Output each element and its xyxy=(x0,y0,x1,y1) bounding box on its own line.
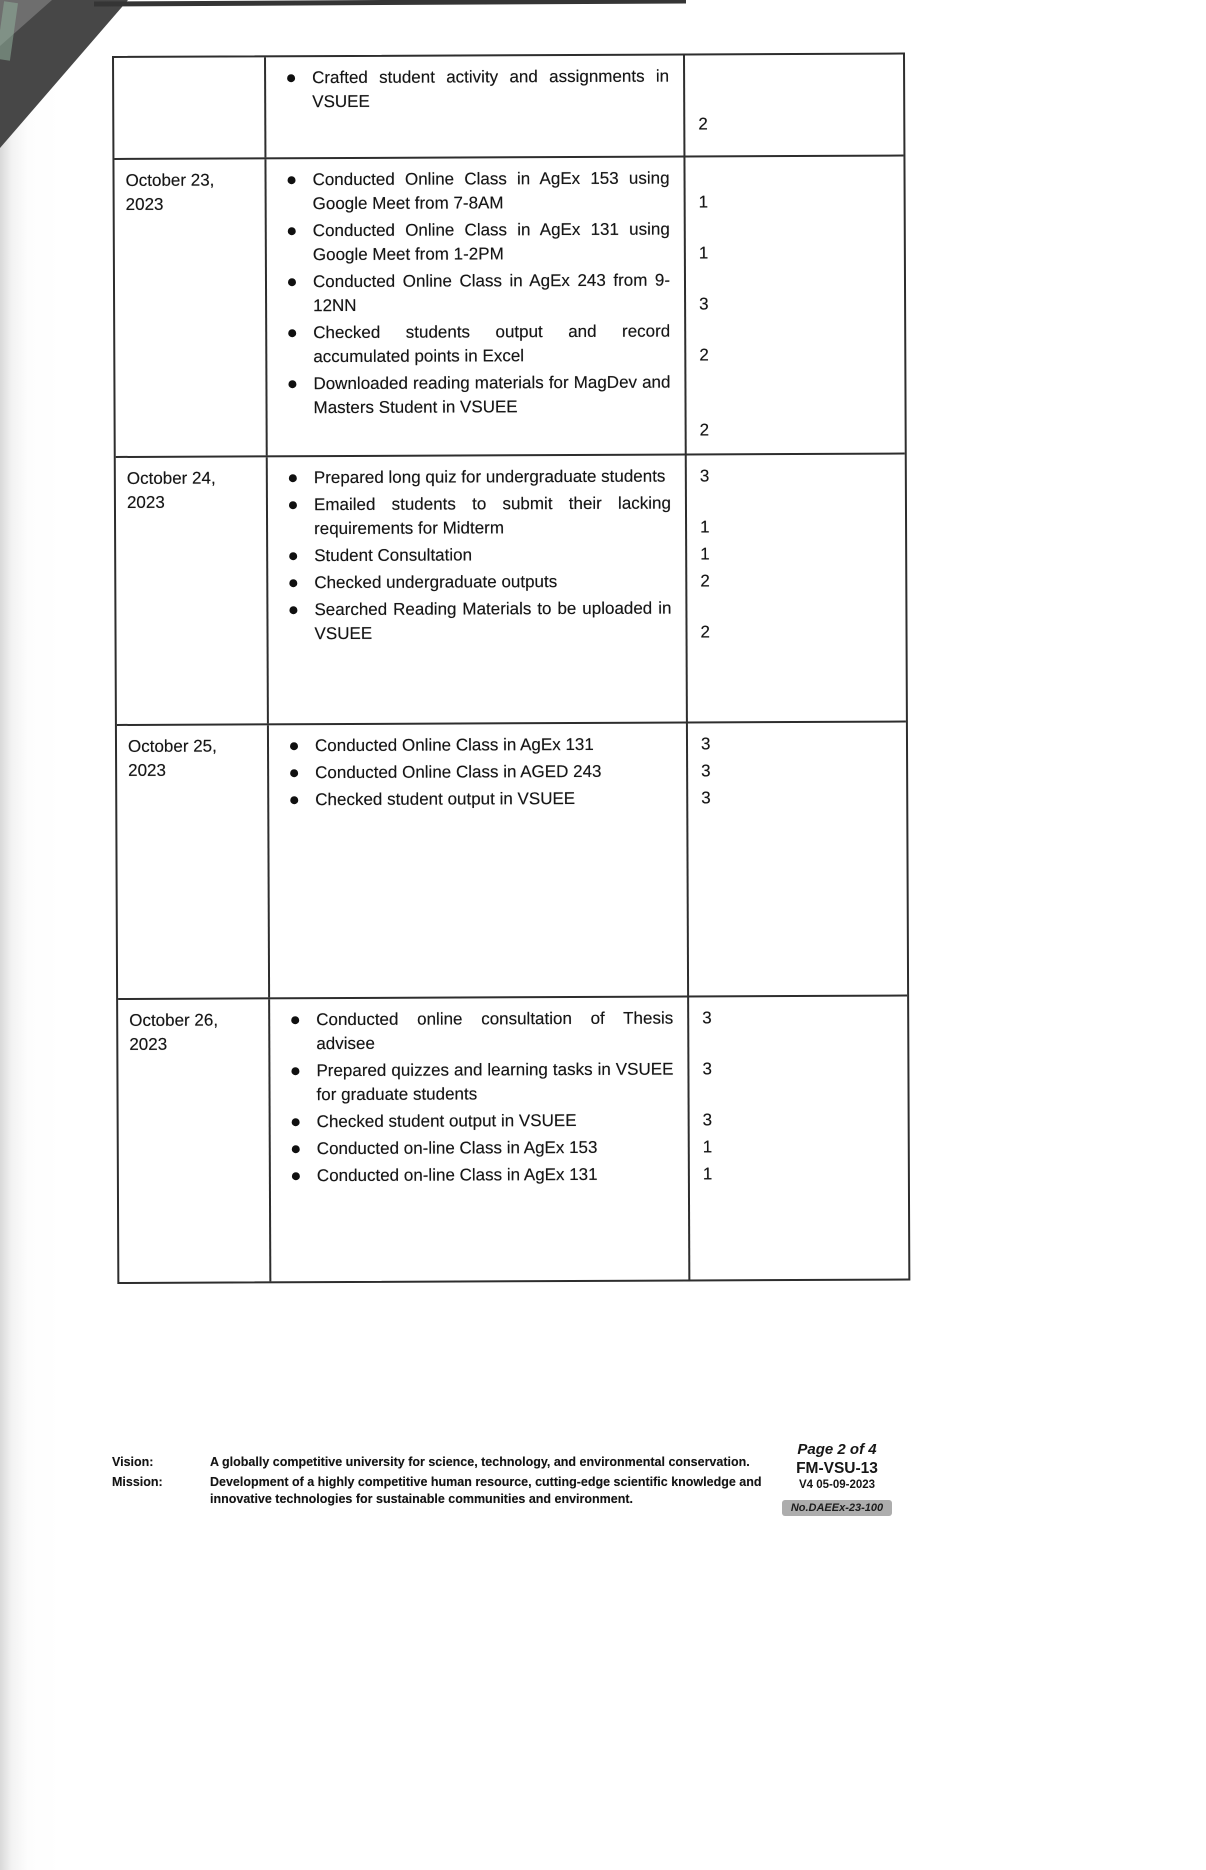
activity-item xyxy=(283,217,904,268)
vision-text: A globally competitive university for science, technology, and environmental conservation. xyxy=(210,1455,750,1469)
hours-value: 2 xyxy=(699,345,709,365)
hours-value: 3 xyxy=(701,761,711,781)
bullet-icon xyxy=(284,571,314,595)
bullet-icon xyxy=(283,219,313,267)
activity-text: Conducted online consultation of Thesis advisee xyxy=(316,1008,674,1054)
form-version: V4 05-09-2023 xyxy=(798,1479,876,1491)
bullet-icon xyxy=(287,1110,317,1134)
activity-text: Conducted Online Class in AgEx 153 using Google Meet from 7-8AM xyxy=(312,168,670,214)
table-row-october-24 xyxy=(116,455,906,726)
activity-item xyxy=(287,1135,908,1162)
activity-text: Conducted Online Class in AGED 243 xyxy=(315,761,602,783)
activities-cell xyxy=(268,455,906,724)
table-row-october-23 xyxy=(114,157,904,458)
hours-value: 1 xyxy=(700,517,710,537)
hours-value: 3 xyxy=(701,788,711,808)
activity-text: Student Consultation xyxy=(314,545,473,566)
activity-text: Crafted student activity and assignments in VSUEE xyxy=(312,66,670,112)
activity-text: Checked student output in VSUEE xyxy=(316,1110,577,1132)
hours-value: 3 xyxy=(699,466,710,486)
hours-value: 3 xyxy=(699,294,709,314)
bullet-icon xyxy=(284,493,314,541)
hours-value: 3 xyxy=(700,734,711,754)
hours-value: 1 xyxy=(702,1137,713,1157)
activity-text: Conducted Online Class in AgEx 131 using Google Meet from 1-2PM xyxy=(312,219,670,265)
activity-text: Prepared long quiz for undergraduate students xyxy=(313,466,666,488)
date-cell: October 24, 2023 xyxy=(116,457,269,724)
bullet-icon xyxy=(284,544,314,568)
activity-item xyxy=(287,1108,908,1135)
activity-item xyxy=(284,542,905,569)
date-cell: October 26, 2023 xyxy=(118,999,271,1282)
accomplishment-report-table xyxy=(112,53,910,1284)
activity-item xyxy=(284,569,905,596)
activity-item xyxy=(286,1057,907,1108)
activity-item xyxy=(285,732,906,759)
hours-value: 1 xyxy=(702,1164,713,1184)
activity-item xyxy=(284,596,905,647)
table-row-october-25 xyxy=(117,723,907,1000)
form-info-block xyxy=(770,1440,904,1516)
bullet-icon xyxy=(284,466,314,490)
bullet-icon xyxy=(284,598,314,646)
bullet-icon xyxy=(287,1164,317,1188)
activity-text: Checked students output and record accumulated points in Excel xyxy=(313,321,671,367)
bullet-icon xyxy=(282,168,312,216)
form-code: FM-VSU-13 xyxy=(796,1460,878,1477)
bullet-icon xyxy=(283,321,313,369)
activity-text: Conducted Online Class in AgEx 243 from 9-12NN xyxy=(312,270,671,316)
activity-item xyxy=(283,370,904,445)
date-cell: October 25, 2023 xyxy=(117,725,270,998)
activity-text: Downloaded reading materials for MagDev and Masters Student in VSUEE xyxy=(313,372,671,418)
activity-item xyxy=(283,319,904,370)
bullet-icon xyxy=(286,1008,316,1056)
doc-number-badge: No.DAEEx-23-100 xyxy=(782,1500,892,1516)
activity-text: Emailed students to submit their lacking requirements for Midterm xyxy=(313,493,671,539)
hours-value: 3 xyxy=(702,1059,712,1079)
page-footer xyxy=(112,1440,904,1516)
activities-cell xyxy=(269,723,907,998)
hours-value: 2 xyxy=(700,622,711,642)
date-cell: October 23, 2023 xyxy=(114,159,267,456)
mission-text: Development of a highly competitive human resource, cutting-edge scientific knowledge and innovative technologies for sustainable communities and environment. xyxy=(210,1475,762,1506)
bullet-icon xyxy=(286,1059,316,1107)
bullet-icon xyxy=(285,734,315,758)
bullet-icon xyxy=(285,761,315,785)
vision-label: Vision: xyxy=(112,1455,154,1469)
activity-item xyxy=(282,64,903,139)
activity-item xyxy=(284,464,905,491)
activity-item xyxy=(286,1006,907,1057)
table-row-carryover xyxy=(114,55,903,160)
date-cell xyxy=(114,57,266,158)
hours-value: 1 xyxy=(698,192,709,212)
bullet-icon xyxy=(282,66,312,138)
activity-text: Conducted Online Class in AgEx 131 xyxy=(314,734,594,756)
hours-value: 2 xyxy=(699,420,710,440)
hours-value: 2 xyxy=(698,114,708,134)
activity-text: Checked student output in VSUEE xyxy=(315,788,576,810)
bullet-icon xyxy=(283,270,313,318)
activity-text: Checked undergraduate outputs xyxy=(314,572,558,593)
hours-value: 3 xyxy=(702,1110,713,1130)
mission-label: Mission: xyxy=(112,1475,163,1489)
activity-text: Conducted on-line Class in AgEx 153 xyxy=(316,1137,598,1159)
hours-value: 1 xyxy=(698,243,709,263)
page-number: Page 2 of 4 xyxy=(797,1441,877,1458)
hours-value: 3 xyxy=(702,1008,712,1028)
activity-item xyxy=(282,166,903,217)
bullet-icon xyxy=(285,788,315,812)
scan-top-edge-artifact xyxy=(94,0,686,7)
activities-cell xyxy=(266,55,903,158)
activity-text: Prepared quizzes and learning tasks in VSUEE for graduate students xyxy=(316,1059,674,1105)
vision-mission-block xyxy=(112,1440,770,1508)
doc-number-wrap xyxy=(770,1498,904,1516)
bullet-icon xyxy=(287,1137,317,1161)
activity-item xyxy=(285,786,906,813)
activity-item xyxy=(285,759,906,786)
activity-text: Conducted on-line Class in AgEx 131 xyxy=(316,1164,598,1186)
table-row-october-26 xyxy=(118,997,908,1282)
activity-text: Searched Reading Materials to be uploaded in VSUEE xyxy=(314,598,672,644)
activity-item xyxy=(283,268,904,319)
bullet-icon xyxy=(283,372,313,444)
activities-cell xyxy=(270,997,908,1282)
hours-value: 1 xyxy=(700,544,710,564)
activity-item xyxy=(284,491,905,542)
activity-item xyxy=(287,1162,908,1189)
activities-cell xyxy=(266,157,904,456)
column-divider xyxy=(683,55,685,155)
hours-value: 2 xyxy=(700,571,710,591)
